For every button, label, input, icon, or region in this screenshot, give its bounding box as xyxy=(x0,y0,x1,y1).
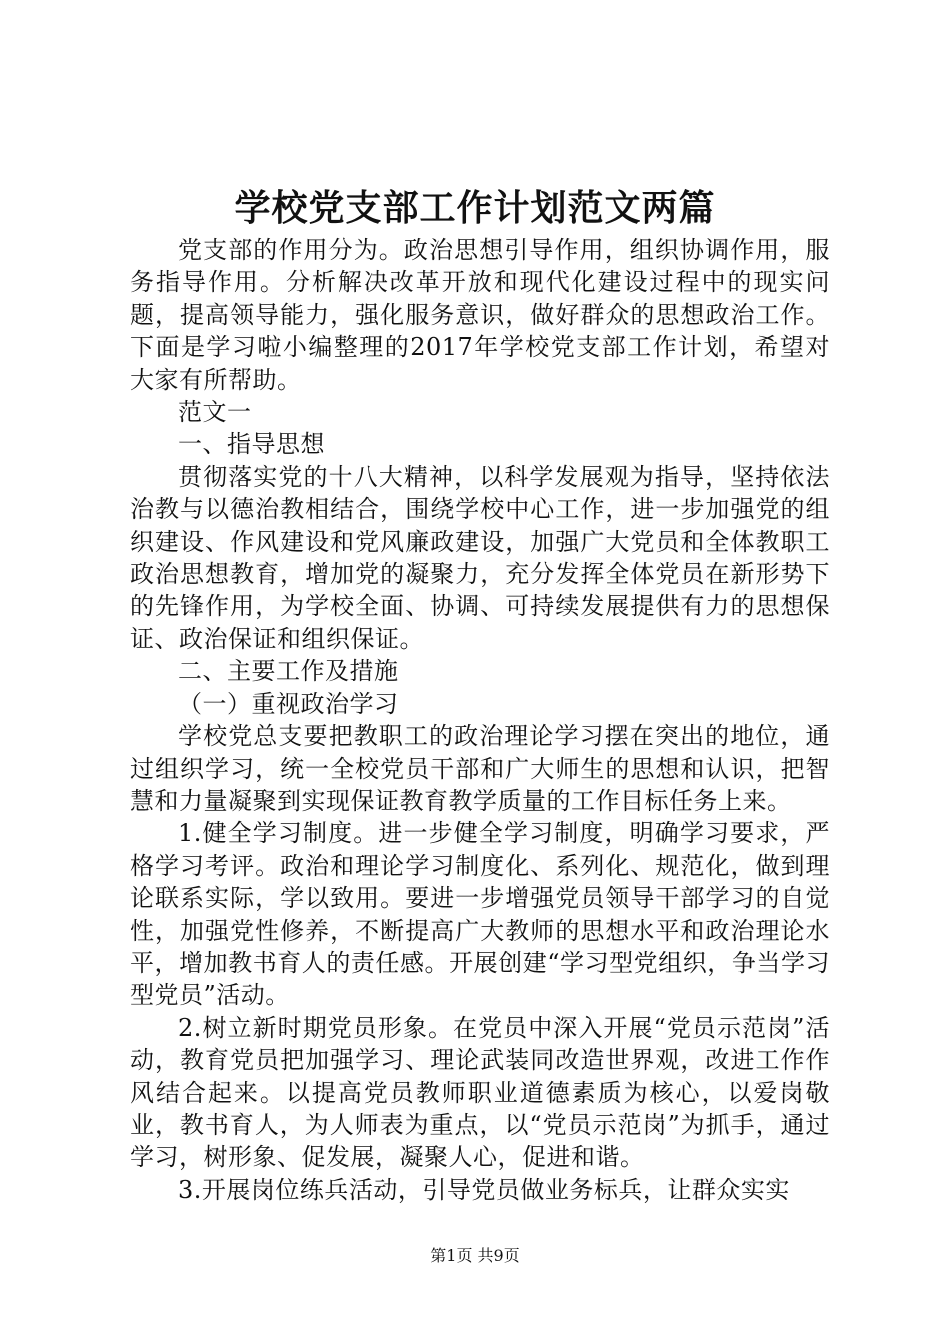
intro-paragraph: 党支部的作用分为。政治思想引导作用，组织协调作用，服务指导作用。分析解决改革开放和现代化建设过程中的现实问题，提高领导能力，强化服务意识，做好群众的思想政治工作。下面是学习啦小编整理的2017年学校党支部工作计划，希望对大家有所帮助。 xyxy=(130,236,830,394)
paragraph-item-3: 3.开展岗位练兵活动，引导党员做业务标兵，让群众实实 xyxy=(178,1175,790,1204)
paragraph-item-2: 2.树立新时期党员形象。在党员中深入开展“党员示范岗”活动，教育党员把加强学习、理论武装同改造世界观，改进工作作风结合起来。以提高党员教师职业道德素质为核心，以爱岗敬业，教书育人，为人师表为重点，以“党员示范岗”为抓手，通过学习，树形象、促发展，凝聚人心，促进和谐。 xyxy=(130,1013,830,1172)
document-body xyxy=(130,234,830,1206)
paragraph-item-1: 1.健全学习制度。进一步健全学习制度，明确学习要求，严格学习考评。政治和理论学习制度化、系列化、规范化，做到理论联系实际，学以致用。要进一步增强党员领导干部学习的自觉性，加强党性修养，不断提高广大教师的思想水平和政治理论水平，增加教书育人的责任感。开展创建“学习型党组织，争当学习型党员”活动。 xyxy=(130,819,830,1010)
paragraph-guiding-thought: 贯彻落实党的十八大精神，以科学发展观为指导，坚持依法治教与以德治教相结合，围绕学校中心工作，进一步加强党的组织建设、作风建设和党风廉政建设，加强广大党员和全体教职工政治思想教育，增加党的凝聚力，充分发挥全体党员在新形势下的先锋作用，为学校全面、协调、可持续发展提供有力的思想保证、政治保证和组织保证。 xyxy=(130,462,830,653)
paragraph-political-study: 学校党总支要把教职工的政治理论学习摆在突出的地位，通过组织学习，统一全校党员干部和广大师生的思想和认识，把智慧和力量凝聚到实现保证教育教学质量的工作目标任务上来。 xyxy=(130,722,830,815)
heading-guiding-thought: 一、指导思想 xyxy=(178,430,325,459)
page-footer: 第1页 共9页 xyxy=(430,1246,520,1265)
subheading-political-study: （一）重视政治学习 xyxy=(178,689,399,718)
heading-main-work: 二、主要工作及措施 xyxy=(178,657,399,686)
document-title: 学校党支部工作计划范文两篇 xyxy=(234,187,716,229)
section-label: 范文一 xyxy=(178,398,252,427)
